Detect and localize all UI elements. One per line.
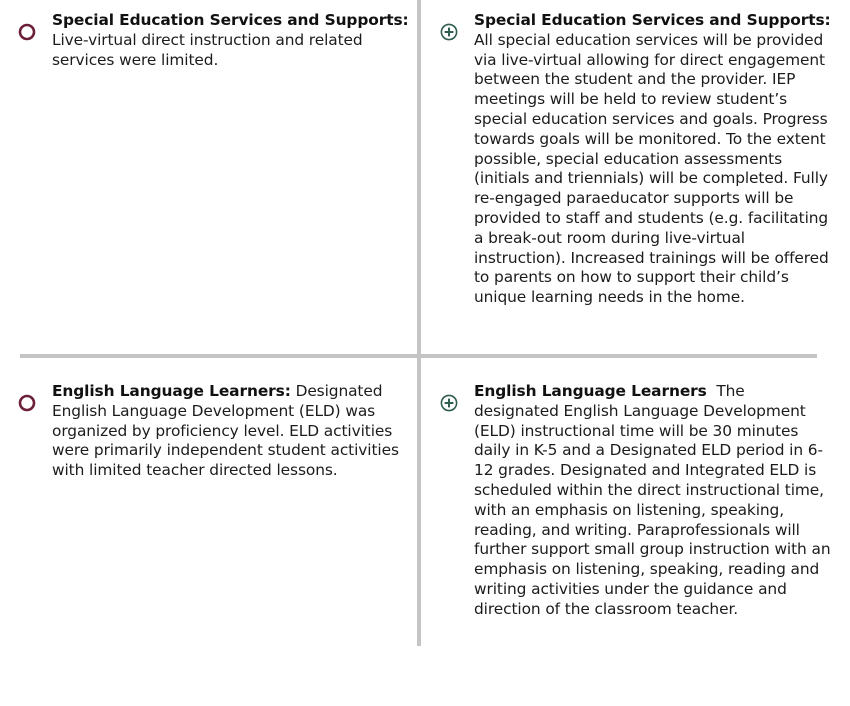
sped-after-text	[474, 11, 834, 308]
plus-circle-icon	[440, 394, 458, 412]
circle-outline-icon	[18, 394, 36, 412]
plus-circle-icon	[440, 23, 458, 41]
ell-before-body: Designated English Language Development (ELD) was organized by proficiency level. ELD activities were primarily independent student activities with limited teacher directed lessons.	[52, 382, 399, 480]
horizontal-divider	[20, 354, 817, 358]
ell-after-body: The designated English Language Development (ELD) instructional time will be 30 minutes daily in K-5 and a Designated ELD period in 6-12 grades. Designated and Integrated ELD is scheduled within the direct instructional time, with an emphasis on listening, speaking, reading, and writing. Paraprofessionals will further support small group instruction with an emphasis on listening, speaking, reading and writing activities under the guidance and direction of the classroom teacher.	[474, 382, 831, 618]
vertical-divider	[417, 0, 421, 646]
sped-before-text	[52, 11, 414, 70]
ell-before-heading: English Language Learners:	[52, 382, 291, 400]
ell-before-text	[52, 382, 414, 481]
ell-after-text	[474, 382, 834, 620]
sped-after-heading: Special Education Services and Supports:	[474, 11, 831, 29]
sped-before-body: Live-virtual direct instruction and related services were limited.	[52, 30, 363, 69]
sped-before-heading: Special Education Services and Supports:	[52, 11, 409, 29]
circle-outline-icon	[18, 23, 36, 41]
ell-after-heading: English Language Learners	[474, 382, 707, 400]
sped-after-body: All special education services will be provided via live-virtual allowing for direct engagement between the student and the provider. IEP meetings will be held to review student’s special education services and goals. Progress towards goals will be monitored. To the extent possible, special education assessments (initials and triennials) will be completed. Fully re-engaged paraeducator supports will be provided to staff and students (e.g. facilitating a break-out room during live-virtual instruction). Increased trainings will be offered to parents on how to support their child’s unique learning needs in the home.	[474, 30, 829, 307]
